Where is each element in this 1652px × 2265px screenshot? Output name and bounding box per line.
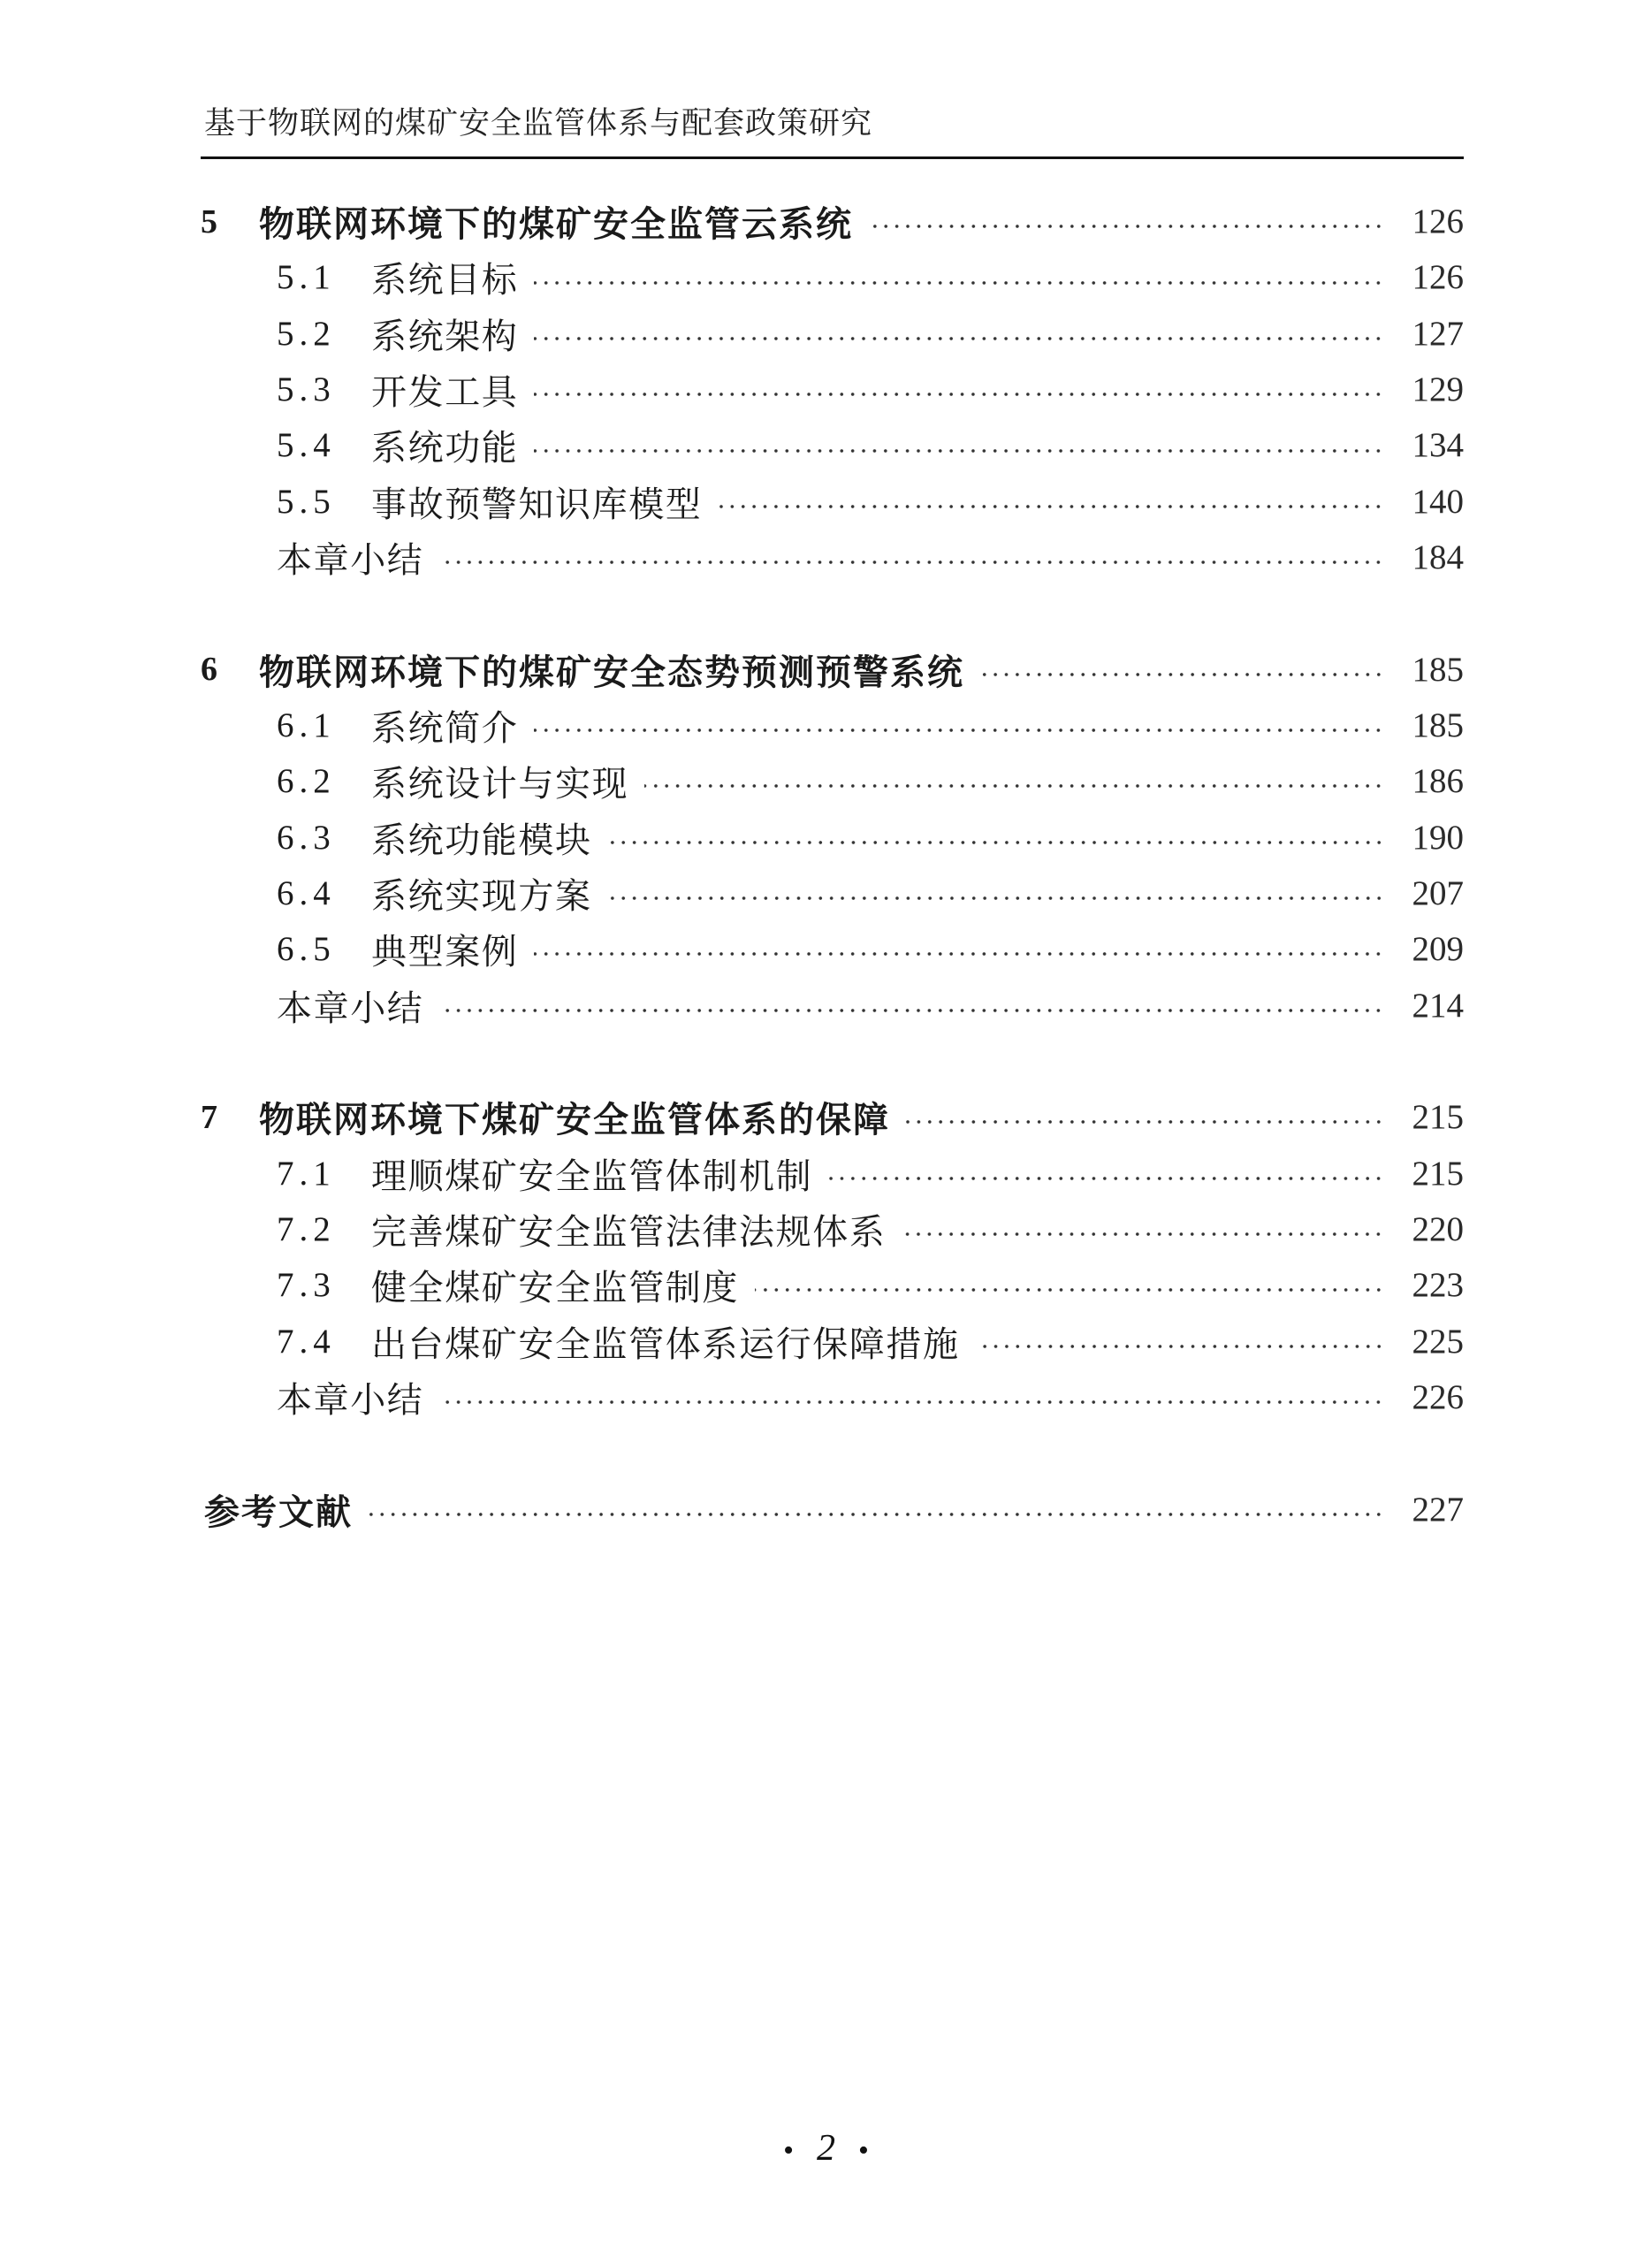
section-number: 6.2 <box>277 762 336 801</box>
section-number: 5.1 <box>277 258 336 297</box>
section-number: 6.4 <box>277 874 336 913</box>
dot-leader <box>439 1369 1384 1425</box>
dot-leader <box>534 249 1384 305</box>
folio-bullet-right: • <box>858 2134 869 2167</box>
section-title: 健全煤矿安全监管制度 <box>371 1268 739 1309</box>
page-number: 184 <box>1412 538 1464 577</box>
dot-leader <box>608 866 1384 921</box>
dot-leader <box>976 1314 1384 1369</box>
section-title: 系统功能模块 <box>371 820 592 861</box>
section-title: 系统功能 <box>371 428 519 469</box>
chapter-title: 物联网环境下的煤矿安全监管云系统 <box>259 203 853 246</box>
toc-section-row <box>201 474 1464 530</box>
section-number: 6.1 <box>277 706 336 745</box>
toc-section-row <box>201 1146 1464 1201</box>
page-number: 190 <box>1412 818 1464 857</box>
section-title: 系统设计与实现 <box>371 764 629 805</box>
page-number: 215 <box>1412 1098 1464 1137</box>
page-number: 225 <box>1412 1322 1464 1361</box>
dot-leader <box>534 362 1384 417</box>
section-title: 出台煤矿安全监管体系运行保障措施 <box>371 1323 960 1365</box>
dot-leader <box>439 978 1384 1033</box>
page-number: 215 <box>1412 1154 1464 1193</box>
toc-section-row <box>201 306 1464 362</box>
section-title: 完善煤矿安全监管法律法规体系 <box>371 1212 887 1254</box>
toc-references-row <box>201 1482 1464 1537</box>
page-number: 209 <box>1412 930 1464 969</box>
toc-section-row <box>201 417 1464 473</box>
chapter-number: 7 <box>201 1098 217 1136</box>
section-number: 5.4 <box>277 426 336 465</box>
section-number: 6.5 <box>277 930 336 969</box>
section-number: 7.1 <box>277 1154 336 1193</box>
section-number: 7.2 <box>277 1210 336 1249</box>
section-number: 6.3 <box>277 818 336 857</box>
section-number: 5.3 <box>277 370 336 409</box>
references-title: 参考文献 <box>204 1491 353 1533</box>
dot-leader <box>534 417 1384 473</box>
toc-chapter-row <box>201 642 1464 698</box>
page-number: 223 <box>1412 1266 1464 1305</box>
toc-section-row <box>201 753 1464 809</box>
toc-section-row <box>201 362 1464 417</box>
page-footer <box>0 2125 1652 2171</box>
page-number: 220 <box>1412 1210 1464 1249</box>
toc-chapter-row <box>201 194 1464 249</box>
toc-summary-row <box>201 978 1464 1033</box>
section-number: 5.5 <box>277 482 336 521</box>
page-number: 226 <box>1412 1378 1464 1417</box>
page-number: 186 <box>1412 762 1464 801</box>
running-header-title: 基于物联网的煤矿安全监管体系与配套政策研究 <box>204 106 873 141</box>
dot-leader <box>439 530 1384 585</box>
chapter-number: 6 <box>201 651 217 689</box>
section-number: 5.2 <box>277 314 336 353</box>
dot-leader <box>534 306 1384 362</box>
dot-leader <box>369 1482 1384 1537</box>
section-title: 理顺煤矿安全监管体制机制 <box>371 1155 813 1197</box>
dot-leader <box>902 1201 1384 1257</box>
toc-section-row <box>201 1314 1464 1369</box>
section-number: 7.4 <box>277 1322 336 1361</box>
page-number: 227 <box>1412 1490 1464 1529</box>
page-number: 126 <box>1412 202 1464 241</box>
dot-leader <box>644 753 1384 809</box>
group-spacer <box>201 1425 1464 1481</box>
page-number: 127 <box>1412 314 1464 353</box>
section-title: 系统简介 <box>371 708 519 750</box>
header-rule <box>201 156 1464 159</box>
toc-section-row <box>201 1257 1464 1313</box>
toc-section-row <box>201 1201 1464 1257</box>
summary-title: 本章小结 <box>277 540 424 582</box>
toc-section-row <box>201 866 1464 921</box>
section-title: 典型案例 <box>371 932 519 973</box>
page-number: 134 <box>1412 426 1464 465</box>
summary-title: 本章小结 <box>277 988 424 1029</box>
section-title: 系统实现方案 <box>371 876 592 918</box>
group-spacer <box>201 585 1464 641</box>
chapter-number: 5 <box>201 202 217 240</box>
dot-leader <box>534 698 1384 753</box>
dot-leader <box>718 474 1384 530</box>
page-number: 185 <box>1412 706 1464 745</box>
toc-section-row <box>201 921 1464 977</box>
group-spacer <box>201 1033 1464 1089</box>
dot-leader <box>906 1089 1384 1145</box>
page-number: 140 <box>1412 482 1464 521</box>
dot-leader <box>869 194 1384 249</box>
page-number: 207 <box>1412 874 1464 913</box>
page-number: 126 <box>1412 258 1464 297</box>
page-number: 214 <box>1412 986 1464 1025</box>
page-number: 185 <box>1412 650 1464 689</box>
page-number: 129 <box>1412 370 1464 409</box>
section-title: 系统目标 <box>371 260 519 301</box>
table-of-contents <box>201 194 1464 1537</box>
toc-summary-row <box>201 530 1464 585</box>
dot-leader <box>980 642 1384 698</box>
dot-leader <box>755 1257 1384 1313</box>
toc-chapter-row <box>201 1089 1464 1145</box>
chapter-title: 物联网环境下的煤矿安全态势预测预警系统 <box>259 651 964 693</box>
toc-section-row <box>201 810 1464 866</box>
folio-bullet-left: • <box>783 2134 794 2167</box>
dot-leader <box>608 810 1384 866</box>
toc-section-row <box>201 249 1464 305</box>
chapter-title: 物联网环境下煤矿安全监管体系的保障 <box>259 1099 890 1141</box>
section-title: 系统架构 <box>371 316 519 357</box>
folio-page-number: 2 <box>817 2128 835 2169</box>
dot-leader <box>534 921 1384 977</box>
toc-section-row <box>201 698 1464 753</box>
section-title: 事故预警知识库模型 <box>371 484 703 525</box>
section-title: 开发工具 <box>371 372 519 414</box>
dot-leader <box>828 1146 1384 1201</box>
section-number: 7.3 <box>277 1266 336 1305</box>
summary-title: 本章小结 <box>277 1380 424 1422</box>
toc-summary-row <box>201 1369 1464 1425</box>
